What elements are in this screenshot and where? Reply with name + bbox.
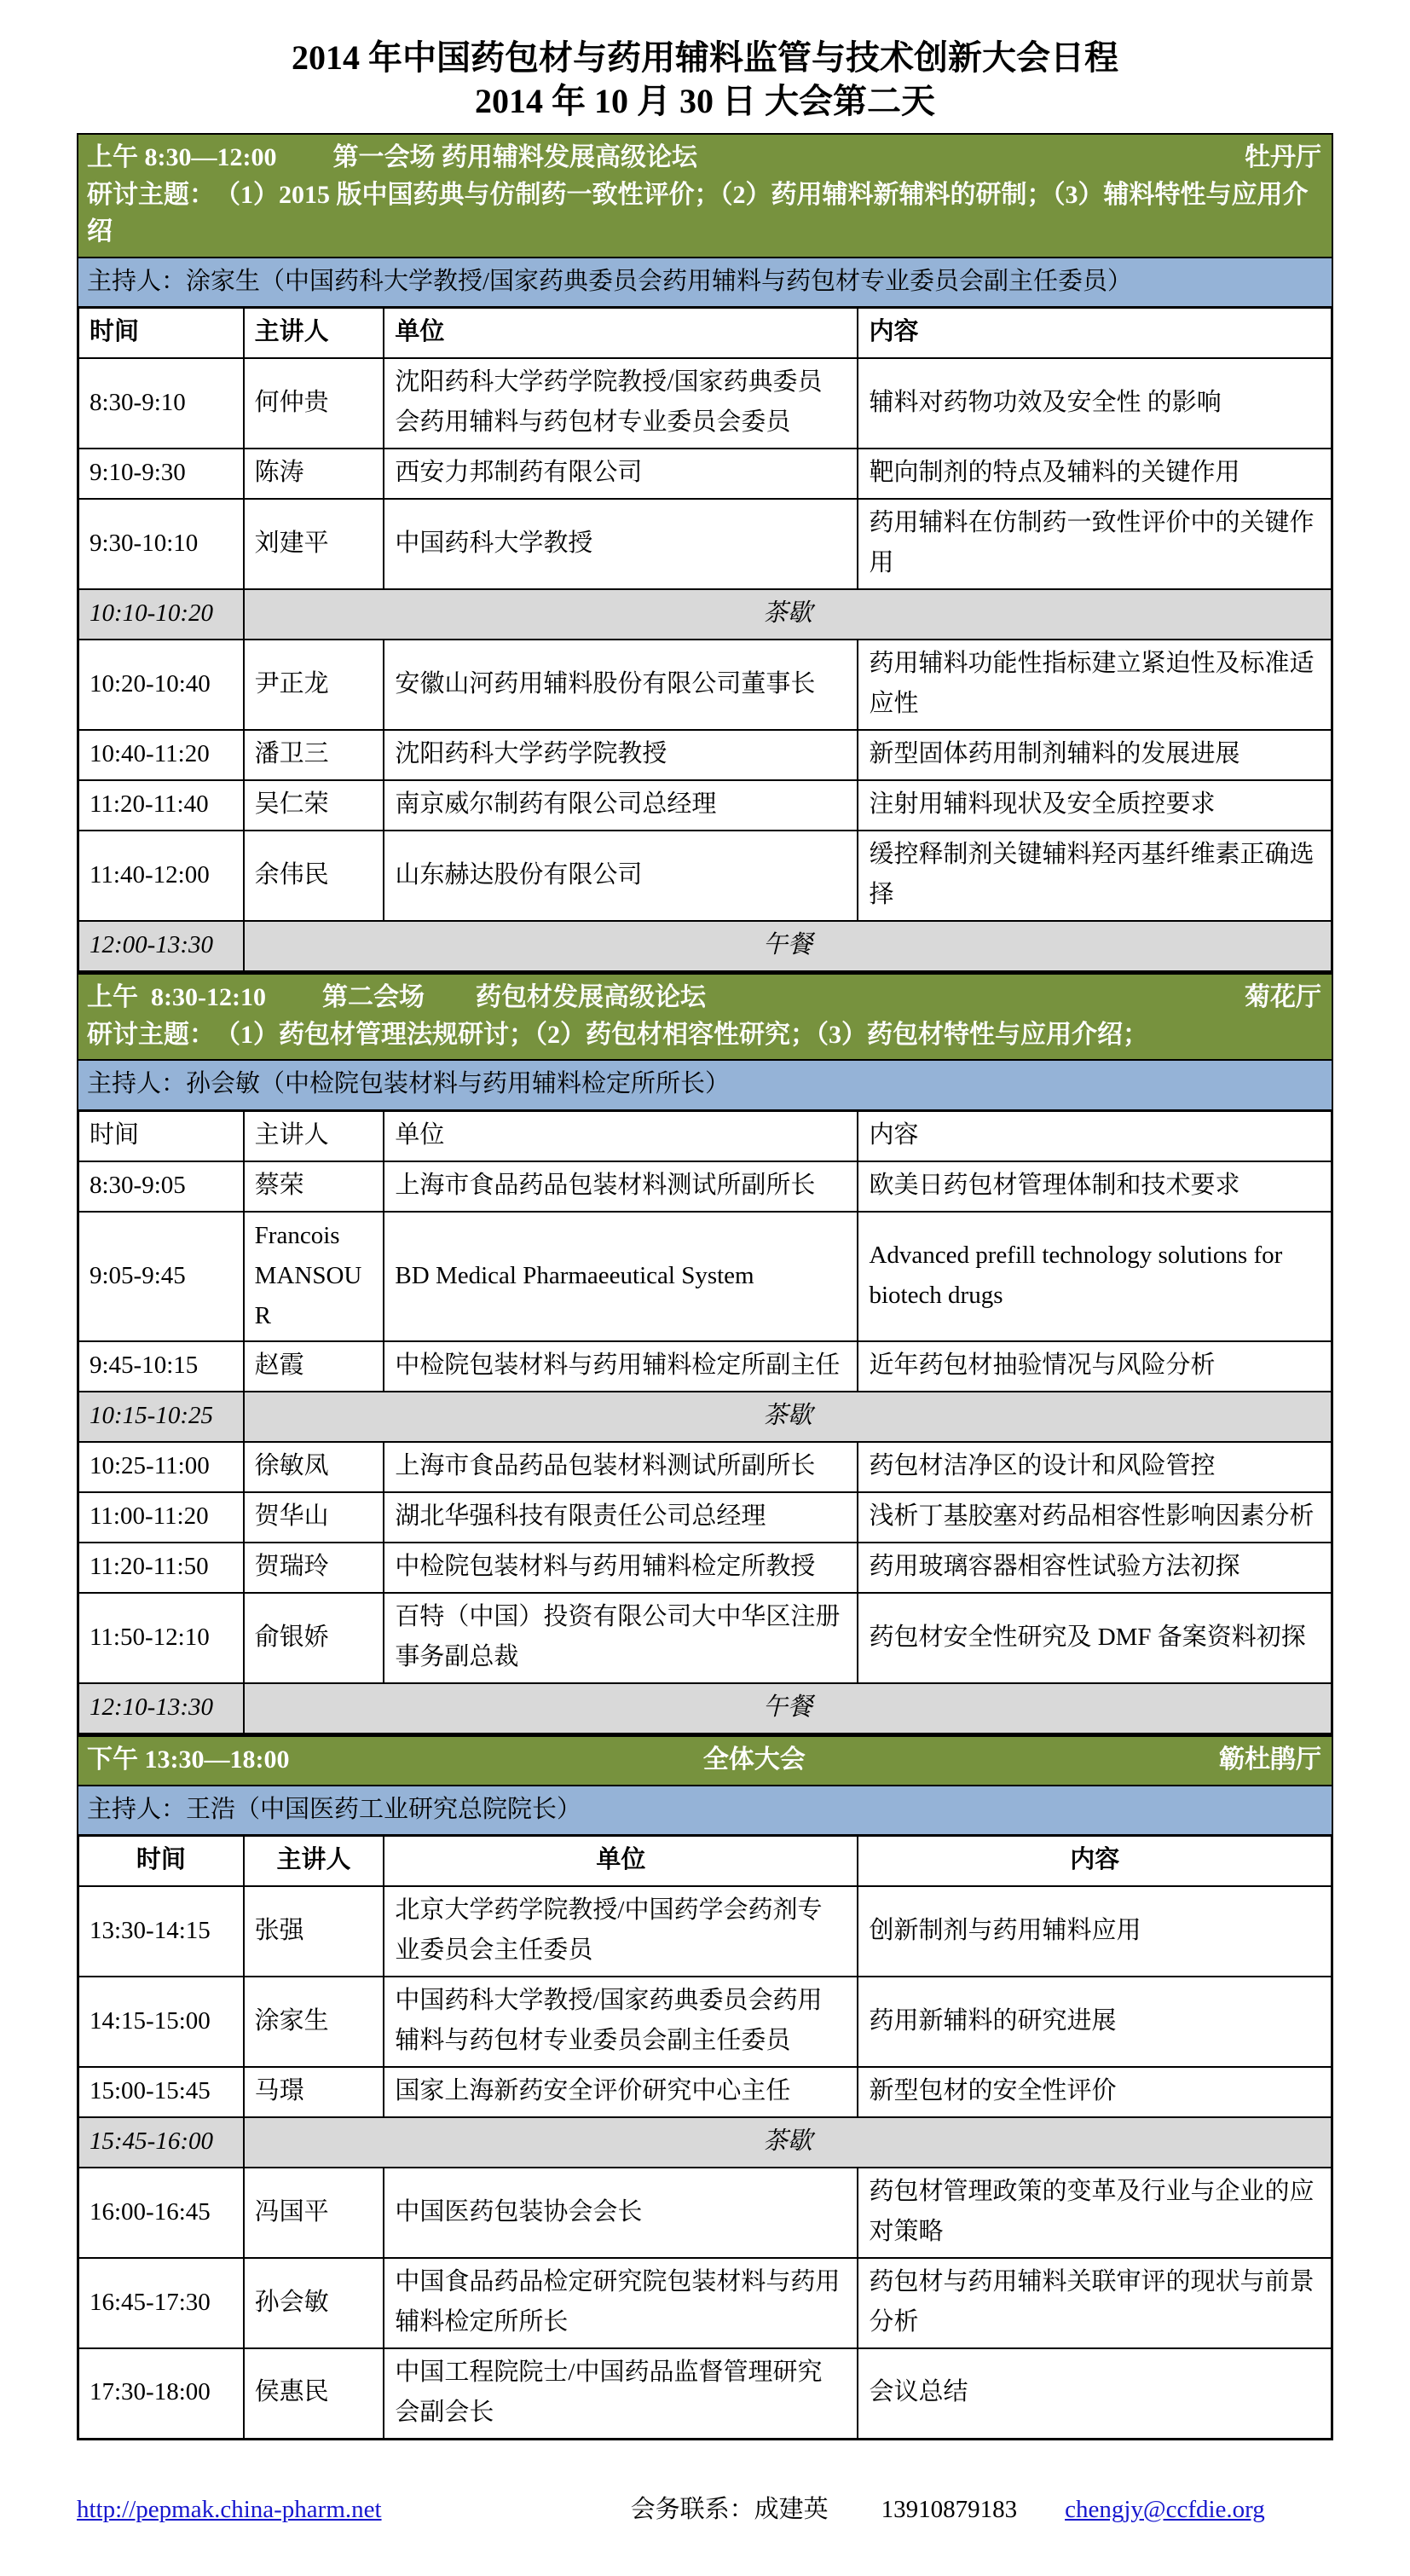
talk-speaker: 贺华山 <box>244 1492 384 1543</box>
session-forum-title: 全体大会 <box>702 1745 806 1774</box>
talk-topic: 注射用辅料现状及安全质控要求 <box>858 780 1332 831</box>
session-time: 上午 8:30-12:10 <box>87 983 266 1012</box>
session-chair-bar: 主持人：涂家生（中国药科大学教授/国家药典委员会药用辅料与药包材专业委员会副主任委员） <box>77 257 1333 309</box>
break-label: 午餐 <box>244 1683 1332 1734</box>
contact-phone: 13910879183 <box>881 2495 1018 2523</box>
talk-speaker: 贺瑞玲 <box>244 1543 384 1593</box>
talk-speaker: Francois MANSOUR <box>244 1212 384 1342</box>
talk-row <box>78 1442 1332 1492</box>
talk-organization: 沈阳药科大学药学院教授/国家药典委员会药用辅料与药包材专业委员会委员 <box>384 358 858 449</box>
break-row <box>78 589 1332 640</box>
break-label: 茶歇 <box>244 1392 1332 1442</box>
column-header: 主讲人 <box>244 308 384 358</box>
conference-schedule-page <box>77 0 1333 2576</box>
session-header-bar <box>77 973 1333 1059</box>
break-time: 15:45-16:00 <box>78 2117 244 2168</box>
talk-speaker: 涂家生 <box>244 1977 384 2067</box>
session-header-row <box>87 1741 1321 1779</box>
column-header: 时间 <box>78 1110 244 1161</box>
talk-speaker: 徐敏凤 <box>244 1442 384 1492</box>
session-header-bar <box>77 1735 1333 1785</box>
talk-speaker: 潘卫三 <box>244 730 384 780</box>
talk-topic: 药用新辅料的研究进展 <box>858 1977 1332 2067</box>
talk-row <box>78 1543 1332 1593</box>
session-room: 牡丹厅 <box>1245 143 1321 172</box>
talk-row <box>78 358 1332 449</box>
talk-organization: 中国药科大学教授 <box>384 499 858 589</box>
sections-container <box>77 133 1333 2440</box>
talk-row <box>78 1977 1332 2067</box>
talk-speaker: 马璟 <box>244 2067 384 2117</box>
page-title-line2: 2014 年 10 月 30 日 大会第二天 <box>475 82 935 121</box>
talk-organization: 国家上海新药安全评价研究中心主任 <box>384 2067 858 2117</box>
talk-organization: 南京威尔制药有限公司总经理 <box>384 780 858 831</box>
table-header-row <box>78 1836 1332 1886</box>
talk-topic: 欧美日药包材管理体制和技术要求 <box>858 1161 1332 1212</box>
session-header-bar <box>77 133 1333 257</box>
talk-time: 10:40-11:20 <box>78 730 244 780</box>
table-header-row <box>78 1110 1332 1161</box>
talk-topic: 会议总结 <box>858 2348 1332 2439</box>
talk-topic: 药包材与药用辅料关联审评的现状与前景分析 <box>858 2258 1332 2348</box>
talk-time: 9:30-10:10 <box>78 499 244 589</box>
talk-topic: 新型固体药用制剂辅料的发展进展 <box>858 730 1332 780</box>
column-header: 单位 <box>384 1110 858 1161</box>
talk-time: 9:05-9:45 <box>78 1212 244 1342</box>
talk-topic: 药包材洁净区的设计和风险管控 <box>858 1442 1332 1492</box>
talk-row <box>78 1593 1332 1683</box>
talk-time: 14:15-15:00 <box>78 1977 244 2067</box>
talk-time: 11:20-11:40 <box>78 780 244 831</box>
schedule-table <box>77 1834 1333 2440</box>
talk-row <box>78 2168 1332 2258</box>
talk-topic: 药用辅料功能性指标建立紧迫性及标准适应性 <box>858 640 1332 730</box>
talk-topic: 缓控释制剂关键辅料羟丙基纤维素正确选择 <box>858 831 1332 921</box>
session-header-row <box>87 139 1321 177</box>
talk-speaker: 蔡荣 <box>244 1161 384 1212</box>
break-row <box>78 921 1332 971</box>
talk-speaker: 孙会敏 <box>244 2258 384 2348</box>
talk-organization: 百特（中国）投资有限公司大中华区注册事务副总裁 <box>384 1593 858 1683</box>
footer <box>77 2490 1333 2576</box>
session-forum-title: 第二会场 药包材发展高级论坛 <box>321 983 706 1012</box>
break-row <box>78 1683 1332 1734</box>
talk-time: 11:00-11:20 <box>78 1492 244 1543</box>
session-room: 簕杜鹃厅 <box>1219 1745 1321 1774</box>
session-forum-title: 第一会场 药用辅料发展高级论坛 <box>332 143 697 172</box>
talk-row <box>78 640 1332 730</box>
talk-topic: Advanced prefill technology solutions for biotech drugs <box>858 1212 1332 1342</box>
column-header: 主讲人 <box>244 1836 384 1886</box>
column-header: 内容 <box>858 1836 1332 1886</box>
talk-speaker: 刘建平 <box>244 499 384 589</box>
break-row <box>78 2117 1332 2168</box>
talk-time: 16:00-16:45 <box>78 2168 244 2258</box>
talk-organization: 北京大学药学院教授/中国药学会药剂专业委员会主任委员 <box>384 1886 858 1977</box>
talk-topic: 辅料对药物功效及安全性 的影响 <box>858 358 1332 449</box>
talk-organization: 中国医药包装协会会长 <box>384 2168 858 2258</box>
talk-time: 15:00-15:45 <box>78 2067 244 2117</box>
talk-time: 10:20-10:40 <box>78 640 244 730</box>
talk-time: 13:30-14:15 <box>78 1886 244 1977</box>
talk-row <box>78 1212 1332 1342</box>
talk-time: 11:50-12:10 <box>78 1593 244 1683</box>
talk-speaker: 陈涛 <box>244 449 384 499</box>
page-title-line1: 2014 年中国药包材与药用辅料监管与技术创新大会日程 <box>292 38 1118 77</box>
talk-speaker: 吴仁荣 <box>244 780 384 831</box>
talk-organization: 上海市食品药品包装材料测试所副所长 <box>384 1442 858 1492</box>
talk-organization: 山东赫达股份有限公司 <box>384 831 858 921</box>
talk-topic: 药用辅料在仿制药一致性评价中的关键作用 <box>858 499 1332 589</box>
talk-organization: 沈阳药科大学药学院教授 <box>384 730 858 780</box>
column-header: 时间 <box>78 1836 244 1886</box>
talk-row <box>78 2258 1332 2348</box>
talk-row <box>78 499 1332 589</box>
talk-speaker: 张强 <box>244 1886 384 1977</box>
talk-topic: 浅析丁基胶塞对药品相容性影响因素分析 <box>858 1492 1332 1543</box>
talk-time: 16:45-17:30 <box>78 2258 244 2348</box>
talk-speaker: 冯国平 <box>244 2168 384 2258</box>
talk-time: 17:30-18:00 <box>78 2348 244 2439</box>
talk-speaker: 赵霞 <box>244 1341 384 1392</box>
talk-organization: 中国食品药品检定研究院包装材料与药用辅料检定所所长 <box>384 2258 858 2348</box>
talk-time: 11:40-12:00 <box>78 831 244 921</box>
page-title <box>77 36 1333 123</box>
break-time: 10:10-10:20 <box>78 589 244 640</box>
talk-organization: 安徽山河药用辅料股份有限公司董事长 <box>384 640 858 730</box>
talk-time: 9:45-10:15 <box>78 1341 244 1392</box>
break-time: 12:00-13:30 <box>78 921 244 971</box>
talk-organization: 中检院包装材料与药用辅料检定所副主任 <box>384 1341 858 1392</box>
session-time: 上午 8:30—12:00 <box>87 143 277 172</box>
column-header: 时间 <box>78 308 244 358</box>
talk-speaker: 侯惠民 <box>244 2348 384 2439</box>
column-header: 内容 <box>858 308 1332 358</box>
talk-organization: 中国工程院院士/中国药品监督管理研究会副会长 <box>384 2348 858 2439</box>
contact-person: 会务联系：成建英 <box>630 2495 829 2523</box>
session-topics: 研讨主题： （1）药包材管理法规研讨；（2）药包材相容性研究；（3）药包材特性与应用介绍； <box>87 1020 1148 1049</box>
session-chair-bar: 主持人：孙会敏（中检院包装材料与药用辅料检定所所长） <box>77 1059 1333 1111</box>
talk-row <box>78 1161 1332 1212</box>
break-label: 茶歇 <box>244 2117 1332 2168</box>
talk-time: 10:25-11:00 <box>78 1442 244 1492</box>
talk-speaker: 何仲贵 <box>244 358 384 449</box>
break-time: 12:10-13:30 <box>78 1683 244 1734</box>
talk-time: 9:10-9:30 <box>78 449 244 499</box>
session-topics: 研讨主题： （1）2015 版中国药典与仿制药一致性评价；（2）药用辅料新辅料的研制；（3）辅料特性与应用介绍 <box>87 180 1309 246</box>
talk-row <box>78 1492 1332 1543</box>
talk-speaker: 余伟民 <box>244 831 384 921</box>
talk-topic: 创新制剂与药用辅料应用 <box>858 1886 1332 1977</box>
schedule-table <box>77 306 1333 973</box>
talk-topic: 靶向制剂的特点及辅料的关键作用 <box>858 449 1332 499</box>
talk-topic: 新型包材的安全性评价 <box>858 2067 1332 2117</box>
break-row <box>78 1392 1332 1442</box>
break-label: 午餐 <box>244 921 1332 971</box>
talk-row <box>78 2067 1332 2117</box>
talk-row <box>78 1341 1332 1392</box>
session-header-row <box>87 979 1321 1016</box>
session-time: 下午 13:30—18:00 <box>87 1745 290 1774</box>
talk-row <box>78 780 1332 831</box>
table-header-row <box>78 308 1332 358</box>
talk-organization: BD Medical Pharmaeeutical System <box>384 1212 858 1342</box>
column-header: 主讲人 <box>244 1110 384 1161</box>
talk-time: 8:30-9:10 <box>78 358 244 449</box>
talk-organization: 湖北华强科技有限责任公司总经理 <box>384 1492 858 1543</box>
session-section <box>77 973 1333 1735</box>
talk-topic: 药用玻璃容器相容性试验方法初探 <box>858 1543 1332 1593</box>
session-room: 菊花厅 <box>1245 983 1321 1012</box>
talk-time: 8:30-9:05 <box>78 1161 244 1212</box>
talk-organization: 中检院包装材料与药用辅料检定所教授 <box>384 1543 858 1593</box>
session-chair-bar: 主持人：王浩（中国医药工业研究总院院长） <box>77 1785 1333 1837</box>
talk-speaker: 俞银娇 <box>244 1593 384 1683</box>
talk-organization: 中国药科大学教授/国家药典委员会药用辅料与药包材专业委员会副主任委员 <box>384 1977 858 2067</box>
column-header: 内容 <box>858 1110 1332 1161</box>
talk-row <box>78 2348 1332 2439</box>
session-section <box>77 133 1333 973</box>
talk-row <box>78 1886 1332 1977</box>
talk-row <box>78 831 1332 921</box>
column-header: 单位 <box>384 308 858 358</box>
break-time: 10:15-10:25 <box>78 1392 244 1442</box>
talk-topic: 药包材安全性研究及 DMF 备案资料初探 <box>858 1593 1332 1683</box>
break-label: 茶歇 <box>244 589 1332 640</box>
talk-row <box>78 449 1332 499</box>
contact-email-link[interactable]: chengjy@ccfdie.org <box>1065 2495 1265 2523</box>
conference-website-link[interactable]: http://pepmak.china-pharm.net <box>77 2495 382 2523</box>
session-section <box>77 1735 1333 2440</box>
talk-row <box>78 730 1332 780</box>
schedule-table <box>77 1109 1333 1736</box>
talk-speaker: 尹正龙 <box>244 640 384 730</box>
talk-topic: 药包材管理政策的变革及行业与企业的应对策略 <box>858 2168 1332 2258</box>
column-header: 单位 <box>384 1836 858 1886</box>
talk-topic: 近年药包材抽验情况与风险分析 <box>858 1341 1332 1392</box>
talk-time: 11:20-11:50 <box>78 1543 244 1593</box>
talk-organization: 西安力邦制药有限公司 <box>384 449 858 499</box>
talk-organization: 上海市食品药品包装材料测试所副所长 <box>384 1161 858 1212</box>
